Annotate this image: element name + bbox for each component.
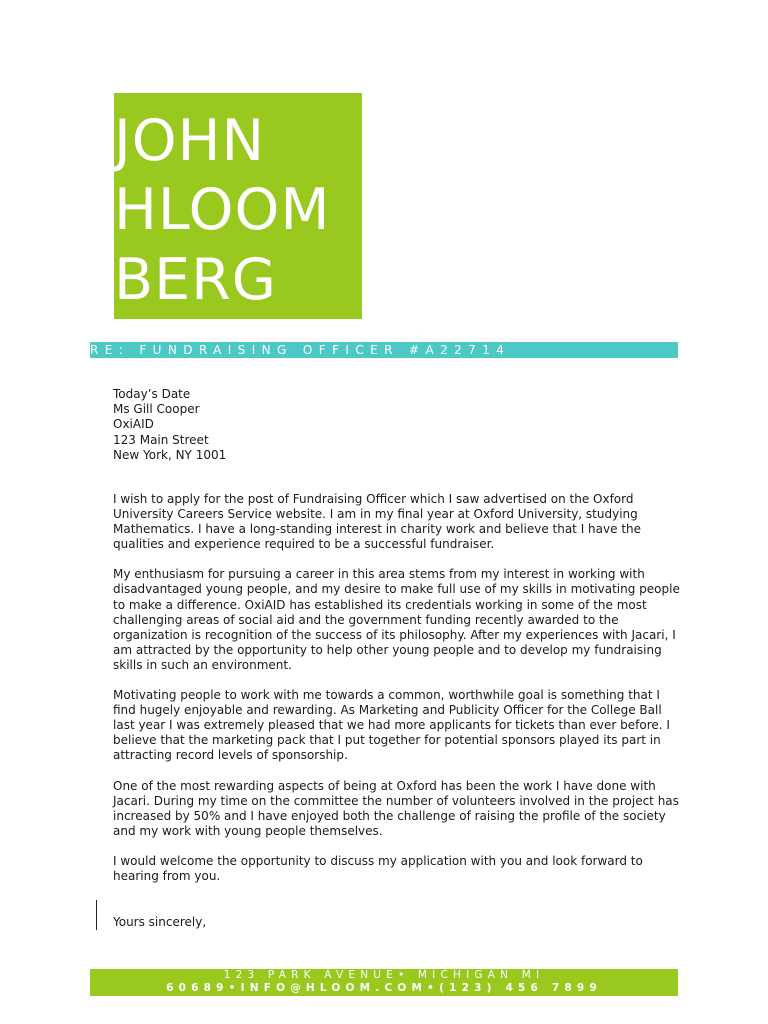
footer-address: 123 PARK AVENUE• MICHIGAN MI <box>223 969 545 981</box>
recipient-city: New York, NY 1001 <box>113 447 227 462</box>
paragraph: My enthusiasm for pursuing a career in this area stems from my interest in working with disadvantaged young people, and my desire to make full use of my skills in motivating people to make a difference. OxiAID has established its credentials working in some of the most challenging areas of social aid and the government funding recently awarded to the organization is recognition of the success of its philosophy. After my experiences with Jacari, I am attracted by the opportunity to help other young people and to develop my fundraising skills in such an environment. <box>113 567 680 672</box>
text-cursor <box>96 900 97 930</box>
letter-closing: Yours sincerely, <box>113 915 207 929</box>
recipient-name: Ms Gill Cooper <box>113 402 200 417</box>
paragraph: I wish to apply for the post of Fundraising Officer which I saw advertised on the Oxford University Careers Service website. I am in my final year at Oxford University, studying Mathematics. I have a long-standing interest in charity work and believe that I have the qualities and experience required to be a successful fundraiser. <box>113 492 642 552</box>
recipient-street: 123 Main Street <box>113 432 209 447</box>
name-last-part-2: BERG <box>114 247 277 313</box>
recipient-address <box>113 387 226 463</box>
name-block <box>114 93 362 319</box>
subject-bar <box>90 342 678 358</box>
paragraph: One of the most rewarding aspects of being at Oxford has been the work I have done with Jacari. During my time on the committee the number of volunteers involved in the project has increased by 50% and I have enjoyed both the challenge of raising the profile of the society and my work with young people themselves. <box>113 778 679 838</box>
recipient-organization: OxiAID <box>113 417 154 432</box>
paragraph: Motivating people to work with me towards a common, worthwhile goal is something that I find hugely enjoyable and rewarding. As Marketing and Publicity Officer for the College Ball last year I was extremely pleased that we had more applicants for tickets than ever before. I believe that the marketing pack that I put together for potential sponsors played its part in attracting record levels of sponsorship. <box>113 688 670 763</box>
footer-bar <box>90 969 678 996</box>
name-first: JOHN <box>114 108 266 174</box>
subject-line: RE: FUNDRAISING OFFICER #A22714 <box>90 343 511 357</box>
paragraph: I would welcome the opportunity to discuss my application with you and look forward to hearing from you. <box>113 853 643 883</box>
name-last-part-1: HLOOM <box>114 177 331 243</box>
letter-date: Today’s Date <box>113 387 191 401</box>
footer-contact: 60689•INFO@HLOOM.COM•(123) 456 7899 <box>166 982 602 994</box>
letter-body <box>113 492 683 899</box>
